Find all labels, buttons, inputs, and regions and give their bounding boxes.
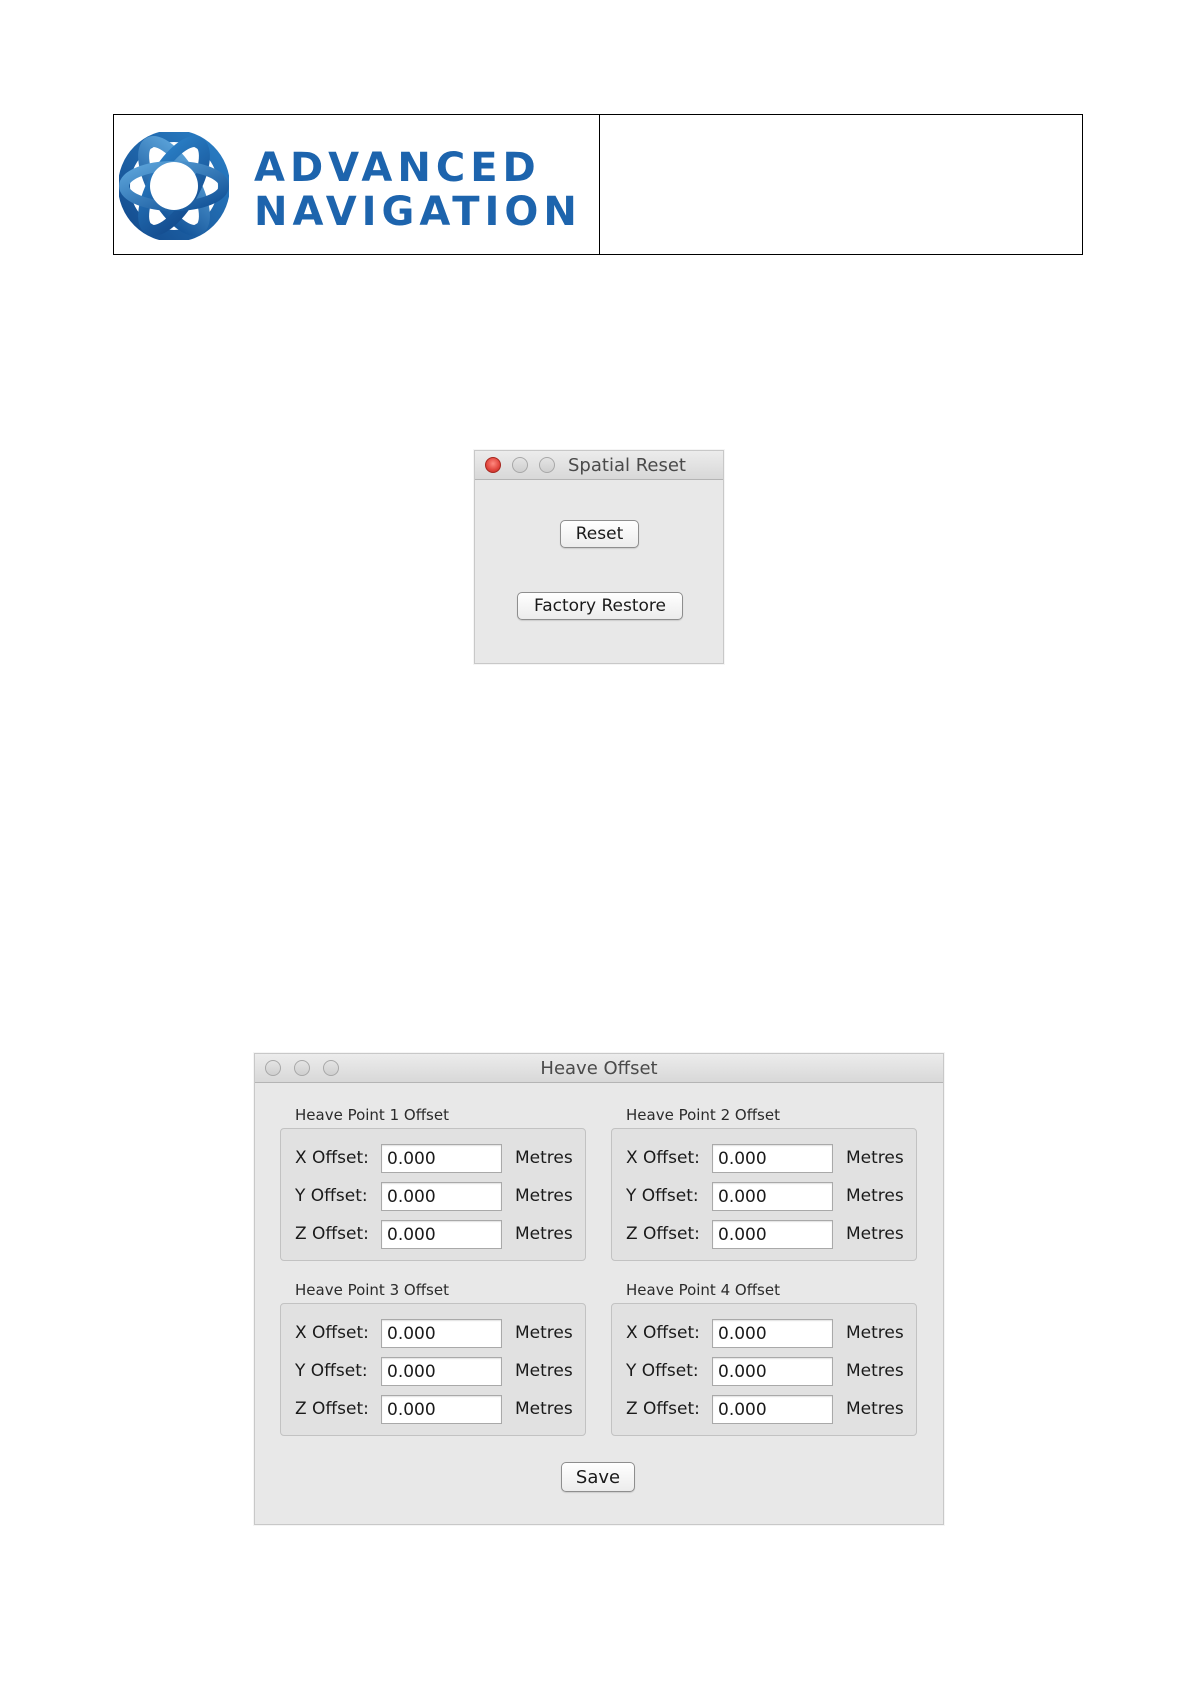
group-label-heave-point-4: Heave Point 4 Offset	[626, 1281, 780, 1299]
factory-restore-button[interactable]: Factory Restore	[517, 592, 683, 620]
logo-wordmark-line1: ADVANCED	[254, 145, 541, 191]
y-offset-row	[281, 1357, 585, 1387]
z-offset-row	[281, 1395, 585, 1425]
x-offset-row	[612, 1144, 916, 1174]
group-heave-point-2	[611, 1128, 917, 1261]
unit-label: Metres	[515, 1148, 573, 1168]
hp1-y-offset-input[interactable]	[381, 1182, 502, 1211]
group-label-heave-point-3: Heave Point 3 Offset	[295, 1281, 449, 1299]
hp1-z-offset-input[interactable]	[381, 1220, 502, 1249]
unit-label: Metres	[846, 1186, 904, 1206]
group-label-heave-point-2: Heave Point 2 Offset	[626, 1106, 780, 1124]
hp4-z-offset-input[interactable]	[712, 1395, 833, 1424]
logo-cell	[114, 115, 600, 254]
hp2-x-offset-input[interactable]	[712, 1144, 833, 1173]
unit-label: Metres	[846, 1323, 904, 1343]
advanced-navigation-logo-icon	[119, 132, 229, 240]
z-offset-label: Z Offset:	[295, 1399, 369, 1419]
unit-label: Metres	[846, 1399, 904, 1419]
titlebar	[255, 1054, 943, 1083]
zoom-window-icon[interactable]	[539, 457, 555, 473]
z-offset-row	[281, 1220, 585, 1250]
group-heave-point-3	[280, 1303, 586, 1436]
group-label-heave-point-1: Heave Point 1 Offset	[295, 1106, 449, 1124]
close-window-icon[interactable]	[485, 457, 501, 473]
x-offset-row	[281, 1319, 585, 1349]
unit-label: Metres	[515, 1323, 573, 1343]
x-offset-label: X Offset:	[626, 1323, 700, 1343]
y-offset-row	[612, 1182, 916, 1212]
unit-label: Metres	[515, 1224, 573, 1244]
x-offset-label: X Offset:	[626, 1148, 700, 1168]
header-info-cell	[600, 115, 1082, 254]
z-offset-row	[612, 1395, 916, 1425]
y-offset-label: Y Offset:	[626, 1186, 699, 1206]
heave-offset-window	[254, 1053, 944, 1525]
hp3-y-offset-input[interactable]	[381, 1357, 502, 1386]
z-offset-label: Z Offset:	[626, 1399, 700, 1419]
unit-label: Metres	[846, 1361, 904, 1381]
y-offset-label: Y Offset:	[295, 1186, 368, 1206]
z-offset-label: Z Offset:	[295, 1224, 369, 1244]
unit-label: Metres	[846, 1148, 904, 1168]
hp4-x-offset-input[interactable]	[712, 1319, 833, 1348]
unit-label: Metres	[515, 1399, 573, 1419]
x-offset-label: X Offset:	[295, 1323, 369, 1343]
x-offset-row	[281, 1144, 585, 1174]
document-header	[113, 114, 1083, 255]
spatial-reset-window	[474, 450, 724, 664]
titlebar	[475, 451, 723, 480]
y-offset-label: Y Offset:	[295, 1361, 368, 1381]
hp3-x-offset-input[interactable]	[381, 1319, 502, 1348]
reset-button[interactable]: Reset	[560, 520, 639, 548]
y-offset-row	[612, 1357, 916, 1387]
window-title: Heave Offset	[540, 1058, 658, 1079]
unit-label: Metres	[515, 1361, 573, 1381]
hp2-z-offset-input[interactable]	[712, 1220, 833, 1249]
z-offset-row	[612, 1220, 916, 1250]
logo-wordmark-line2: NAVIGATION	[254, 189, 582, 235]
hp1-x-offset-input[interactable]	[381, 1144, 502, 1173]
unit-label: Metres	[515, 1186, 573, 1206]
x-offset-label: X Offset:	[295, 1148, 369, 1168]
minimize-window-icon[interactable]	[512, 457, 528, 473]
y-offset-row	[281, 1182, 585, 1212]
unit-label: Metres	[846, 1224, 904, 1244]
window-title: Spatial Reset	[568, 455, 686, 476]
group-heave-point-1	[280, 1128, 586, 1261]
hp4-y-offset-input[interactable]	[712, 1357, 833, 1386]
hp2-y-offset-input[interactable]	[712, 1182, 833, 1211]
y-offset-label: Y Offset:	[626, 1361, 699, 1381]
x-offset-row	[612, 1319, 916, 1349]
z-offset-label: Z Offset:	[626, 1224, 700, 1244]
save-button[interactable]: Save	[561, 1462, 635, 1492]
group-heave-point-4	[611, 1303, 917, 1436]
hp3-z-offset-input[interactable]	[381, 1395, 502, 1424]
